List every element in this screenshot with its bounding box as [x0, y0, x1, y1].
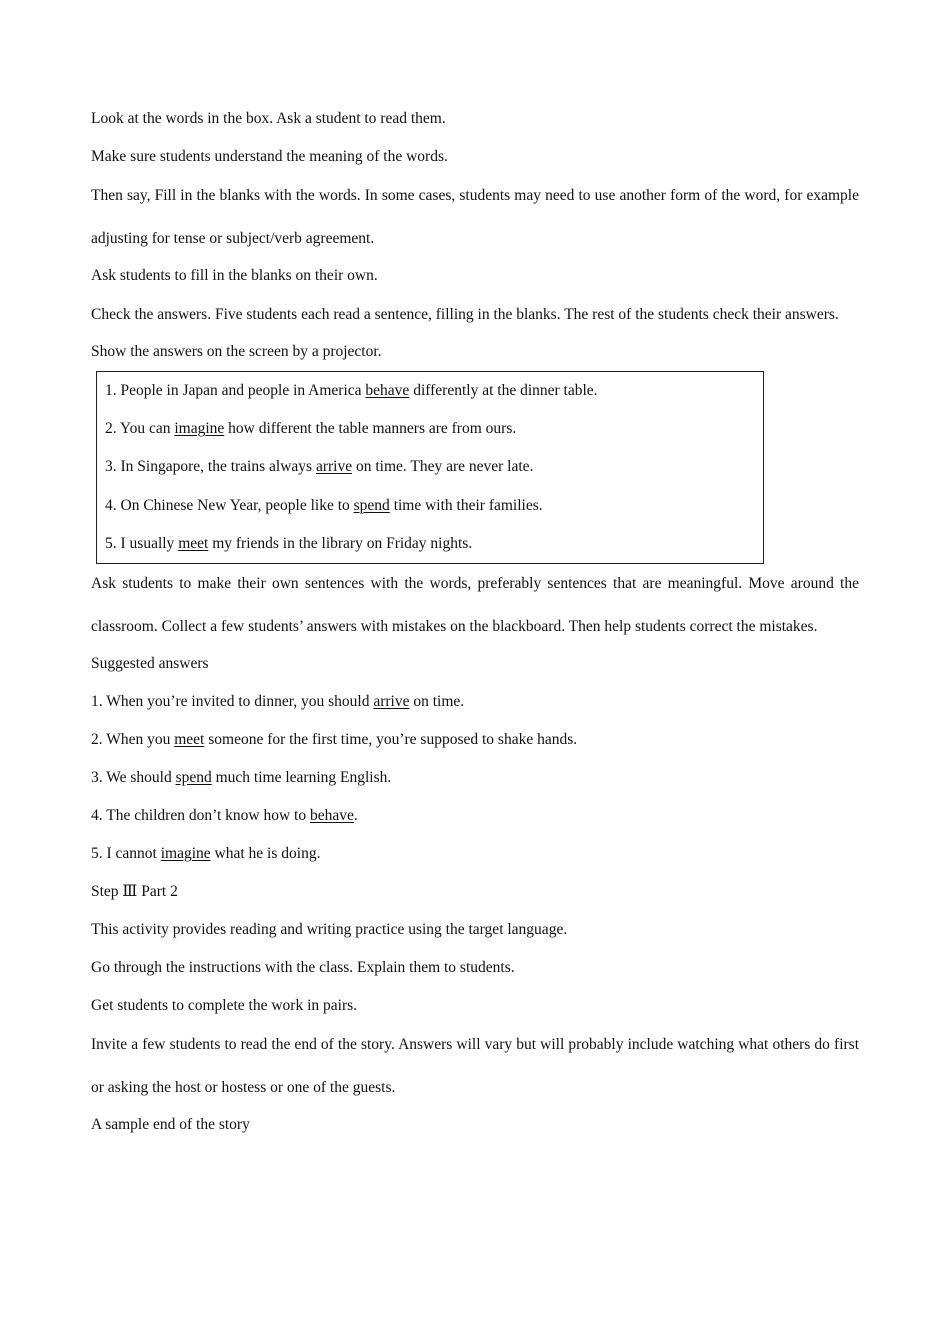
- item-text: 2. When you: [91, 731, 175, 748]
- paragraph-instructions: Go through the instructions with the class. Explain them to students.: [91, 959, 515, 976]
- item-text: 3. We should: [91, 769, 176, 786]
- suggested-answer-item: [91, 835, 859, 873]
- item-text: much time learning English.: [211, 769, 392, 786]
- answer-word: spend: [175, 769, 212, 786]
- answer-word: behave: [309, 807, 354, 824]
- answer-word: imagine: [174, 420, 225, 438]
- suggested-answer-item: [91, 721, 859, 759]
- paragraph-activity: This activity provides reading and writing practice using the target language.: [91, 921, 568, 938]
- item-text: 4. The children don’t know how to: [91, 807, 310, 824]
- item-text: 1. When you’re invited to dinner, you should: [91, 693, 374, 710]
- answer-word: arrive: [315, 458, 353, 476]
- item-text: 5. I cannot: [91, 845, 161, 862]
- document-page: [91, 100, 859, 1144]
- suggested-answer-item: [91, 759, 859, 797]
- paragraph-own-sentences: Ask students to make their own sentences with the words, preferably sentences that are meaningful. Move around the classroom. Collect a few students’ answers with mistakes on the blackboard. Then help students correct the mistakes.: [91, 575, 859, 635]
- item-text: my friends in the library on Friday nights.: [208, 534, 473, 552]
- answer-word: arrive: [373, 693, 410, 710]
- suggested-answer-item: [91, 683, 859, 721]
- item-text: 4. On Chinese New Year, people like to: [105, 496, 354, 514]
- item-text: someone for the first time, you’re supposed to shake hands.: [204, 731, 578, 748]
- suggested-answers-heading: Suggested answers: [91, 655, 209, 672]
- paragraph-pairs: Get students to complete the work in pairs.: [91, 997, 358, 1014]
- item-text: 2. You can: [105, 420, 175, 438]
- answer-word: meet: [174, 731, 205, 748]
- item-text: what he is doing.: [210, 845, 321, 862]
- paragraph-make-sure: Make sure students understand the meaning of the words.: [91, 148, 448, 165]
- answer-box: [96, 371, 764, 564]
- paragraph-fill-in-blanks: Then say, Fill in the blanks with the words. In some cases, students may need to use another form of the word, for example adjusting for tense or subject/verb agreement.: [91, 187, 859, 247]
- paragraph-look-at-words: Look at the words in the box. Ask a student to read them.: [91, 110, 446, 127]
- answer-box-item: [105, 487, 763, 525]
- paragraph-sample-end: A sample end of the story: [91, 1116, 250, 1133]
- paragraph-check-answers: Check the answers. Five students each read a sentence, filling in the blanks. The rest of the students check their answers.: [91, 306, 839, 323]
- item-text: on time.: [409, 693, 465, 710]
- answer-word: imagine: [160, 845, 211, 862]
- answer-word: spend: [353, 496, 390, 514]
- item-text: 5. I usually: [105, 534, 179, 552]
- answer-word: behave: [365, 382, 410, 399]
- answer-box-item: [105, 410, 763, 448]
- item-text: how different the table manners are from ours.: [224, 420, 517, 438]
- item-text: 1. People in Japan and people in America: [105, 382, 366, 399]
- item-text: time with their families.: [389, 496, 543, 514]
- item-text: on time. They are never late.: [352, 458, 534, 476]
- suggested-answer-item: [91, 797, 859, 835]
- paragraph-show-answers: Show the answers on the screen by a projector.: [91, 343, 382, 360]
- answer-box-item: [105, 525, 763, 563]
- answer-box-item: [105, 448, 763, 486]
- paragraph-invite-students: Invite a few students to read the end of the story. Answers will vary but will probably include watching what others do first or asking the host or hostess or one of the guests.: [91, 1036, 859, 1096]
- step-heading: Step Ⅲ Part 2: [91, 883, 178, 900]
- item-text: differently at the dinner table.: [409, 382, 598, 399]
- item-text: .: [353, 807, 358, 824]
- answer-word: meet: [178, 534, 209, 552]
- answer-box-item: [105, 372, 763, 410]
- paragraph-fill-own: Ask students to fill in the blanks on their own.: [91, 267, 378, 284]
- item-text: 3. In Singapore, the trains always: [105, 458, 316, 476]
